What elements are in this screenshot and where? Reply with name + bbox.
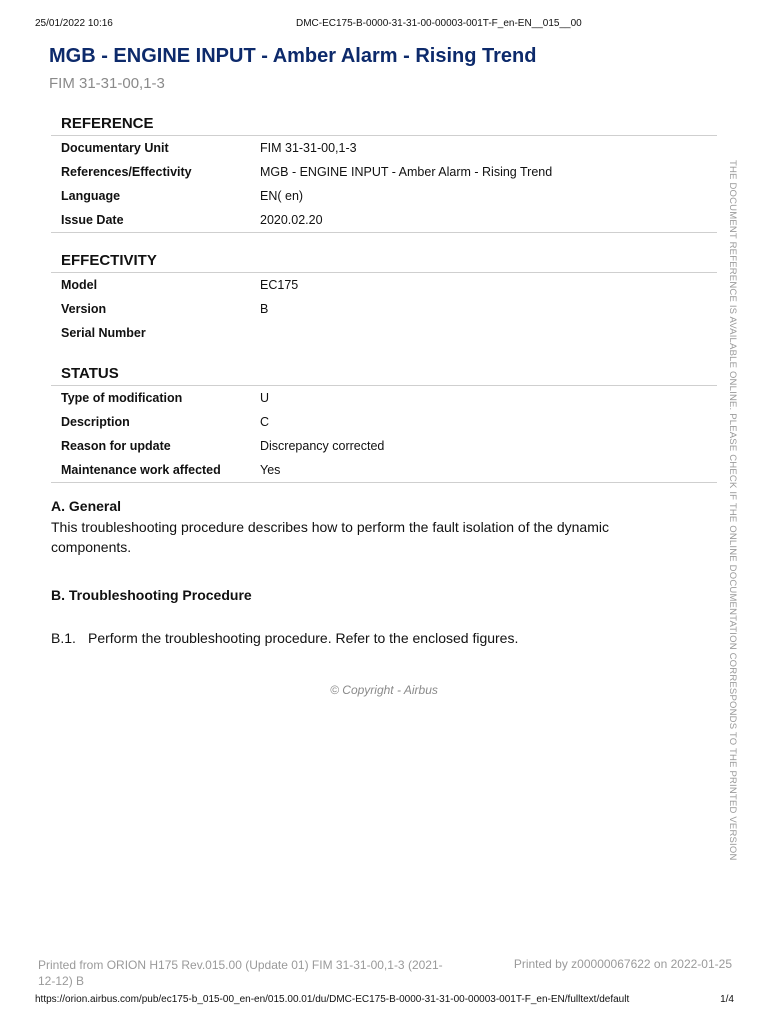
print-doc-ref: DMC-EC175-B-0000-31-31-00-00003-001T-F_en-EN__015__00 (296, 18, 582, 29)
row-value: C (260, 415, 270, 429)
procedure-heading: B. Troubleshooting Procedure (51, 587, 252, 603)
page-title: MGB - ENGINE INPUT - Amber Alarm - Rising Trend (49, 45, 537, 67)
row-value: 2020.02.20 (260, 213, 323, 227)
table-row (51, 273, 717, 297)
row-key: Type of modification (61, 391, 183, 405)
table-row (51, 321, 717, 345)
row-value: B (260, 302, 269, 316)
row-key: Reason for update (61, 439, 171, 453)
effectivity-section (51, 250, 717, 345)
reference-heading: REFERENCE (51, 113, 717, 136)
row-key: Maintenance work affected (61, 463, 221, 477)
table-row (51, 297, 717, 321)
print-datetime: 25/01/2022 10:16 (35, 18, 113, 29)
reference-section (51, 113, 717, 233)
step-number: B.1. (51, 630, 76, 646)
page-url-link[interactable]: https://orion.airbus.com/pub/ec175-b_015-00_en-en/015.00.01/du/DMC-EC175-B-0000-31-31-00-00003-001T-F_en-EN/fulltext/default (35, 994, 630, 1005)
row-value: U (260, 391, 270, 405)
status-section (51, 363, 717, 483)
printed-by: Printed by z00000067622 on 2022-01-25 (513, 957, 732, 971)
table-row (51, 458, 717, 482)
row-value: FIM 31-31-00,1-3 (260, 141, 357, 155)
printed-from: Printed from ORION H175 Rev.015.00 (Update 01) FIM 31-31-00,1-3 (2021-12-12) B (38, 958, 443, 988)
page-number: 1/4 (720, 994, 734, 1005)
row-key: References/Effectivity (61, 165, 192, 179)
page-subtitle: FIM 31-31-00,1-3 (49, 75, 165, 92)
general-heading: A. General (51, 498, 122, 514)
table-row (51, 410, 717, 434)
table-row (51, 160, 717, 184)
status-heading: STATUS (51, 363, 717, 386)
general-text: This troubleshooting procedure describes how to perform the fault isolation of the dynamic components. (51, 519, 609, 555)
print-header (0, 14, 768, 30)
row-key: Issue Date (61, 213, 124, 227)
table-row (51, 386, 717, 410)
row-key: Model (61, 278, 98, 292)
row-key: Documentary Unit (61, 141, 169, 155)
row-key: Version (61, 302, 107, 316)
copyright-notice: © Copyright - Airbus (330, 683, 438, 697)
row-value: EN( en) (260, 189, 304, 203)
row-value: EC175 (260, 278, 299, 292)
table-row (51, 434, 717, 458)
table-row (51, 136, 717, 160)
row-value: Yes (260, 463, 281, 477)
row-key: Description (61, 415, 130, 429)
row-value: Discrepancy corrected (260, 439, 385, 453)
row-key: Serial Number (61, 326, 146, 340)
side-notice: THE DOCUMENT REFERENCE IS AVAILABLE ONLINE. PLEASE CHECK IF THE ONLINE DOCUMENTATION CORRESPONDS TO THE PRINTED VERSION (727, 160, 738, 861)
effectivity-heading: EFFECTIVITY (51, 250, 717, 273)
table-row (51, 184, 717, 208)
row-value: MGB - ENGINE INPUT - Amber Alarm - Rising Trend (260, 165, 553, 179)
procedure-step (51, 630, 518, 646)
table-row (51, 208, 717, 232)
step-text: Perform the troubleshooting procedure. Refer to the enclosed figures. (88, 630, 519, 646)
row-key: Language (61, 189, 121, 203)
